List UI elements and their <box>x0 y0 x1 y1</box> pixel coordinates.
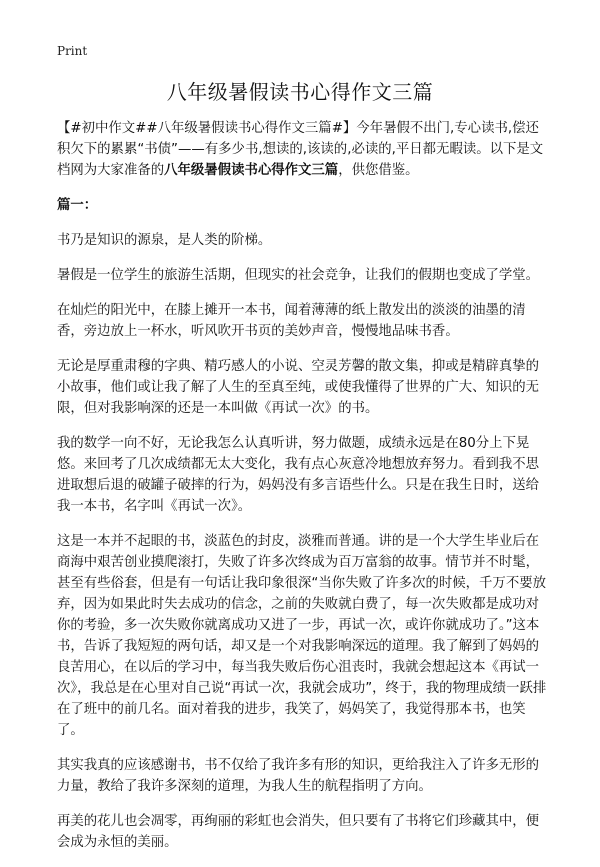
print-label: Print <box>57 44 88 58</box>
paragraph-3: 在灿烂的阳光中，在膝上摊开一本书，闻着薄薄的纸上散发出的淡淡的油墨的清香，旁边放上一杯水，听风吹开书页的美妙声音，慢慢地品味书香。 <box>57 303 526 339</box>
intro-text-end: ，供您借鉴。 <box>338 163 419 178</box>
paragraph-4: 无论是厚重肃穆的字典、精巧感人的小说、空灵芳馨的散文集，抑或是精辟真挚的小故事，他们或让我了解了人生的至真至纯，或使我懂得了世界的广大、知识的无限，但对我影响深的还是一本叫做《再试一次》的书。 <box>57 359 540 416</box>
paragraph-7: 其实我真的应该感谢书，书不仅给了我许多有形的知识，更给我注入了许多无形的力量，教给了我许多深刻的道理，为我人生的航程指明了方向。 <box>57 758 540 794</box>
section-heading: 篇一： <box>57 198 98 213</box>
document-title: 八年级暑假读书心得作文三篇 <box>166 80 434 104</box>
intro-text-start: 【#初中作文##八年级暑假读书心得作文三篇#】今年暑假不出门,专心读书,偿还积欠下的累累“书债”——有多少书,想读的,该读的,必读的,平日都无暇读。以下是文档网为大家准备的 <box>57 121 544 178</box>
intro-paragraph <box>57 118 547 181</box>
intro-bold-title: 八年级暑假读书心得作文三篇 <box>164 163 339 178</box>
paragraph-6: 这是一本并不起眼的书，淡蓝色的封皮，淡雅而普通。讲的是一个大学生毕业后在商海中艰苦创业摸爬滚打，失败了许多次终成为百万富翁的故事。情节并不时髦，甚至有些俗套，但是有一句话让我印象很深“当你失败了许多次的时候，千万不要放弃，因为如果此时失去成功的信念，之前的失败就白费了，每一次失败都是成功对你的考验，多一次失败你就离成功又进了一步，再试一次，或许你就成功了。”这本书，告诉了我短短的两句话，却又是一个对我影响深远的道理。我了解到了妈妈的良苦用心，在以后的学习中，每当我失败后伤心沮丧时，我就会想起这本《再试一次》，我总是在心里对自己说“再试一次，我就会成功”，终于，我的物理成绩一跃排在了班中的前几名。面对着我的进步，我笑了，妈妈笑了，我觉得那本书，也笑了。 <box>57 534 547 738</box>
paragraph-2: 暑假是一位学生的旅游生活期，但现实的社会竞争，让我们的假期也变成了学堂。 <box>57 268 540 283</box>
paragraph-1: 书乃是知识的源泉，是人类的阶梯。 <box>57 233 272 248</box>
paragraph-8: 再美的花儿也会凋零，再绚丽的彩虹也会消失，但只要有了书将它们珍藏其中，便会成为永恒的美丽。 <box>57 814 540 850</box>
document-body <box>57 118 547 867</box>
paragraph-5: 我的数学一向不好，无论我怎么认真听讲，努力做题，成绩永远是在80分上下晃悠。来回考了几次成绩都无太大变化，我有点心灰意冷地想放弃努力。看到我不思进取想后退的破罐子破摔的行为，妈妈没有多言语些什么。只是在我生日时，送给我一本书，名字叫《再试一次》。 <box>57 436 540 514</box>
